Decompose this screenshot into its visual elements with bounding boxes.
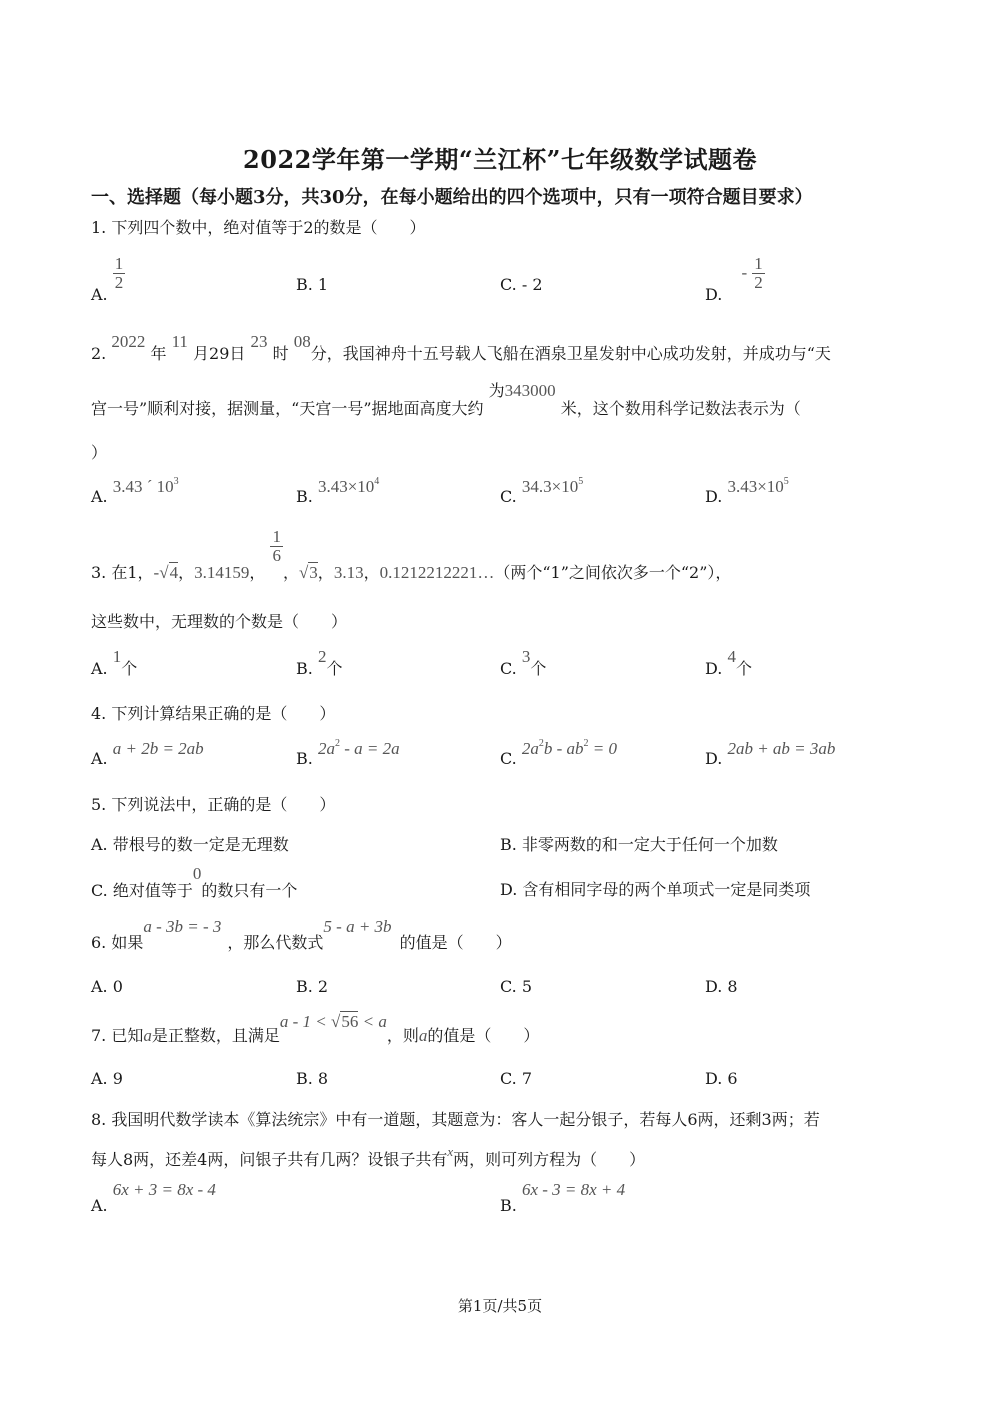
- page-footer: 第1页/共5页: [457, 1297, 543, 1315]
- q3-fraction: $\frac{1}{6}$: [272, 527, 281, 565]
- q6-option-d[interactable]: D. 8: [705, 977, 738, 996]
- q7-option-d[interactable]: D. 6: [705, 1069, 738, 1088]
- q1-a-fraction: $\frac{1}{2}$: [114, 254, 124, 292]
- q2-option-c[interactable]: C. $34.3\times 10^5$: [500, 476, 584, 506]
- q1-option-d[interactable]: D. - $\frac{1}{2}$: [705, 254, 763, 304]
- q3-option-d[interactable]: D. 4个: [705, 647, 752, 678]
- q6-stem: 6. 如果a - 3b = - 3，那么代数式5 - a + 3b的值是（ ）: [91, 917, 512, 952]
- q2-line-2: 宫一号”顺利对接，据测量，“天宫一号”据地面高度大约 为343000 米，这个数用科学记数法表示为（: [91, 381, 801, 418]
- q1-option-c[interactable]: C. - 2: [500, 275, 543, 294]
- q3-option-c[interactable]: C. 3个: [500, 647, 547, 678]
- q5-option-d[interactable]: D. 含有相同字母的两个单项式一定是同类项: [500, 880, 811, 899]
- q8-option-b[interactable]: B. 6x - 3 = 8x + 4: [500, 1180, 626, 1215]
- q4-option-c[interactable]: C. $2a^2b - ab^2 = 0$: [500, 738, 618, 768]
- q4-option-b[interactable]: B. $2a^2 - a = 2a$: [296, 738, 400, 768]
- q4-stem: 4. 下列计算结果正确的是（ ）: [91, 704, 336, 723]
- q6-option-a[interactable]: A. 0: [91, 977, 123, 996]
- q2-line-3: ）: [91, 443, 108, 462]
- q4-option-d[interactable]: D. 2ab + ab = 3ab: [705, 739, 836, 768]
- q8-line-2: 每人8两，还差4两，问银子共有几两？设银子共有x两，则可列方程为（ ）: [91, 1144, 646, 1169]
- q7-option-b[interactable]: B. 8: [296, 1069, 329, 1088]
- q1-option-b[interactable]: B. 1: [296, 275, 329, 294]
- q7-stem: 7. 已知a是正整数，且满足a - 1 < √56 < a，则a的值是（ ）: [91, 1012, 540, 1045]
- q8-option-a[interactable]: A. 6x + 3 = 8x - 4: [91, 1180, 216, 1215]
- q2-option-b[interactable]: B. $3.43\times 10^4$: [296, 476, 380, 506]
- q5-stem: 5. 下列说法中，正确的是（ ）: [91, 795, 336, 814]
- q4-option-a[interactable]: A. a + 2b = 2ab: [91, 739, 204, 768]
- q3-line-1: 3. 在1，-√4，3.14159， $\frac{1}{6}$ ，√3，3.13，0.1212212221…（两个“1”之间依次多一个“2”），: [91, 527, 732, 582]
- q6-option-b[interactable]: B. 2: [296, 977, 329, 996]
- q3-line-2: 这些数中，无理数的个数是（ ）: [91, 612, 348, 631]
- q1-option-a[interactable]: A. $\frac{1}{2}$: [91, 254, 124, 304]
- q5-option-a[interactable]: A. 带根号的数一定是无理数: [91, 835, 289, 854]
- q5-option-b[interactable]: B. 非零两数的和一定大于任何一个加数: [500, 835, 778, 854]
- q7-option-c[interactable]: C. 7: [500, 1069, 533, 1088]
- q5-option-c[interactable]: C. 绝对值等于0的数只有一个: [91, 864, 298, 900]
- q2-line-1: 2. 2022 年 11 月29日 23 时 08分，我国神舟十五号载人飞船在酒泉卫星发射中心成功发射，并成功与“天: [91, 332, 831, 363]
- page-title: 2022学年第一学期“兰江杯”七年级数学试题卷: [243, 145, 757, 174]
- q8-line-1: 8. 我国明代数学读本《算法统宗》中有一道题，其题意为：客人一起分银子，若每人6两，还剩3两；若: [91, 1110, 820, 1129]
- q7-option-a[interactable]: A. 9: [91, 1069, 123, 1088]
- q3-option-a[interactable]: A. 1个: [91, 647, 138, 678]
- q2-option-a[interactable]: A. 3.43 ´ $10^3$: [91, 476, 179, 506]
- q1-stem: 1. 下列四个数中，绝对值等于2的数是（ ）: [91, 218, 426, 237]
- section-heading: 一、选择题（每小题3分，共30分，在每小题给出的四个选项中，只有一项符合题目要求）: [91, 187, 813, 208]
- q1-d-fraction: $\frac{1}{2}$: [754, 254, 763, 292]
- q2-option-d[interactable]: D. $3.43\times 10^5$: [705, 476, 789, 506]
- q3-option-b[interactable]: B. 2个: [296, 647, 343, 678]
- q6-option-c[interactable]: C. 5: [500, 977, 533, 996]
